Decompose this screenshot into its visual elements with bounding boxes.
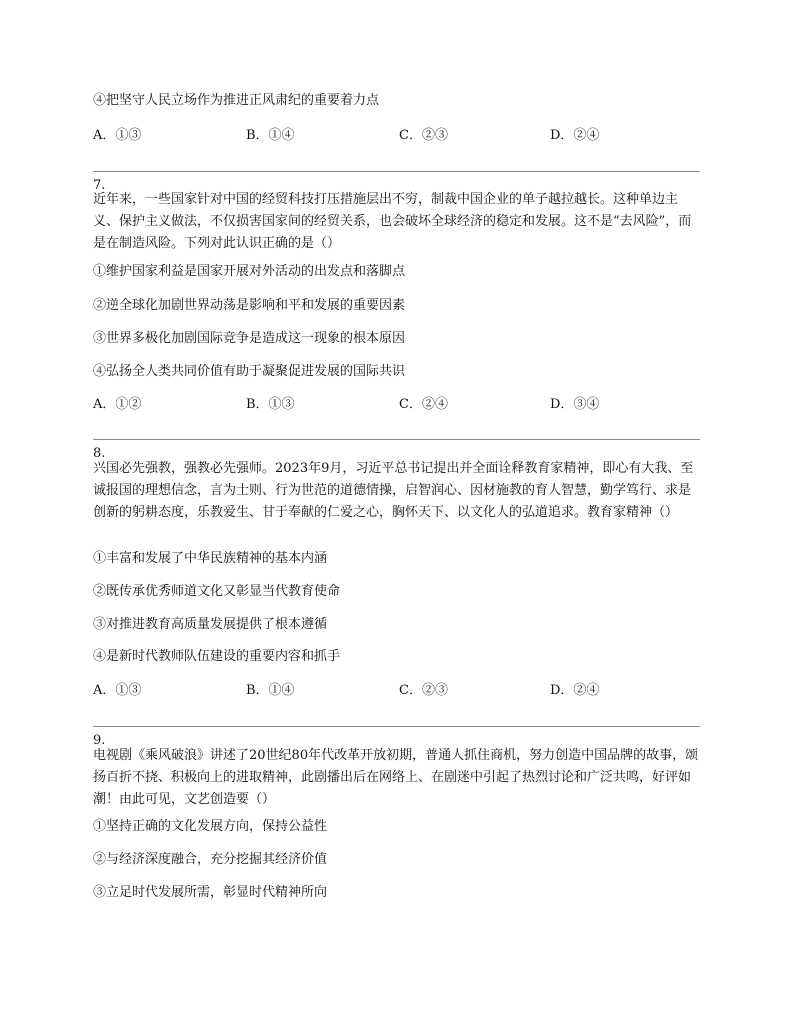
q7-stem: 近年来，一些国家针对中国的经贸科技打压措施层出不穷，制裁中国企业的单子越拉越长。这种单边主义、保护主义做法，不仅损害国家间的经贸关系，也会破坏全球经济的稳定和发展。这不是“去风险”，而是在制造风险。下列对此认识正确的是（） (93, 192, 692, 251)
q6-option-d[interactable]: D．②④ (550, 128, 600, 143)
q6-option-c[interactable]: C．②③ (399, 128, 448, 143)
q7-item-1: ①维护国家利益是国家开展对外活动的出发点和落脚点 (93, 264, 406, 279)
q8-option-c[interactable]: C．②③ (399, 683, 448, 698)
q8-item-1: ①丰富和发展了中华民族精神的基本内涵 (93, 551, 328, 566)
q8-item-2: ②既传承优秀师道文化又彰显当代教育使命 (93, 584, 341, 599)
q7-options (93, 396, 713, 414)
q9-number: 9. (93, 733, 106, 748)
q9-item-1: ①坚持正确的文化发展方向，保持公益性 (93, 819, 328, 834)
q7-item-2: ②逆全球化加剧世界动荡是影响和平和发展的重要因素 (93, 298, 406, 313)
divider (93, 726, 700, 727)
q6-option-a[interactable]: A．①③ (93, 128, 142, 143)
q9-item-2: ②与经济深度融合，充分挖掘其经济价值 (93, 852, 328, 867)
divider (93, 439, 700, 440)
q8-option-d[interactable]: D．②④ (550, 683, 600, 698)
q7-option-d[interactable]: D．③④ (550, 397, 600, 412)
q7-option-c[interactable]: C．②④ (399, 397, 448, 412)
q8-options (93, 682, 713, 700)
q9-item-3: ③立足时代发展所需，彰显时代精神所向 (93, 885, 328, 900)
q7-item-3: ③世界多极化加剧国际竞争是造成这一现象的根本原因 (93, 331, 406, 346)
q8-item-4: ④是新时代教师队伍建设的重要内容和抓手 (93, 649, 341, 664)
q8-option-a[interactable]: A．①③ (93, 683, 142, 698)
q8-option-b[interactable]: B．①④ (246, 683, 295, 698)
q9-stem: 电视剧《乘风破浪》讲述了20世纪80年代改革开放初期，普通人抓住商机，努力创造中国品牌的故事，颂扬百折不挠、积极向上的进取精神，此剧播出后在网络上、在剧迷中引起了热烈讨论和广泛共鸣，好评如潮！由此可见，文艺创造要（） (93, 748, 699, 807)
q6-options (93, 127, 713, 145)
divider (93, 171, 700, 172)
q8-number: 8. (93, 446, 106, 461)
q8-stem: 兴国必先强教，强教必先强师。2023年9月，习近平总书记提出并全面诠释教育家精神，即心有大我、至诚报国的理想信念，言为士则、行为世范的道德情操，启智润心、因材施教的育人智慧，勤学笃行、求是创新的躬耕态度，乐教爱生、甘于奉献的仁爱之心，胸怀天下、以文化人的弘道追求。教育家精神（） (93, 461, 694, 520)
q7-number: 7. (93, 178, 106, 193)
q7-option-a[interactable]: A．①② (93, 397, 142, 412)
q6-item-4: ④把坚守人民立场作为推进正风肃纪的重要着力点 (93, 93, 380, 108)
q8-item-3: ③对推进教育高质量发展提供了根本遵循 (93, 617, 328, 632)
q7-item-4: ④弘扬全人类共同价值有助于凝聚促进发展的国际共识 (93, 364, 406, 379)
q7-option-b[interactable]: B．①③ (246, 397, 295, 412)
q6-option-b[interactable]: B．①④ (246, 128, 295, 143)
